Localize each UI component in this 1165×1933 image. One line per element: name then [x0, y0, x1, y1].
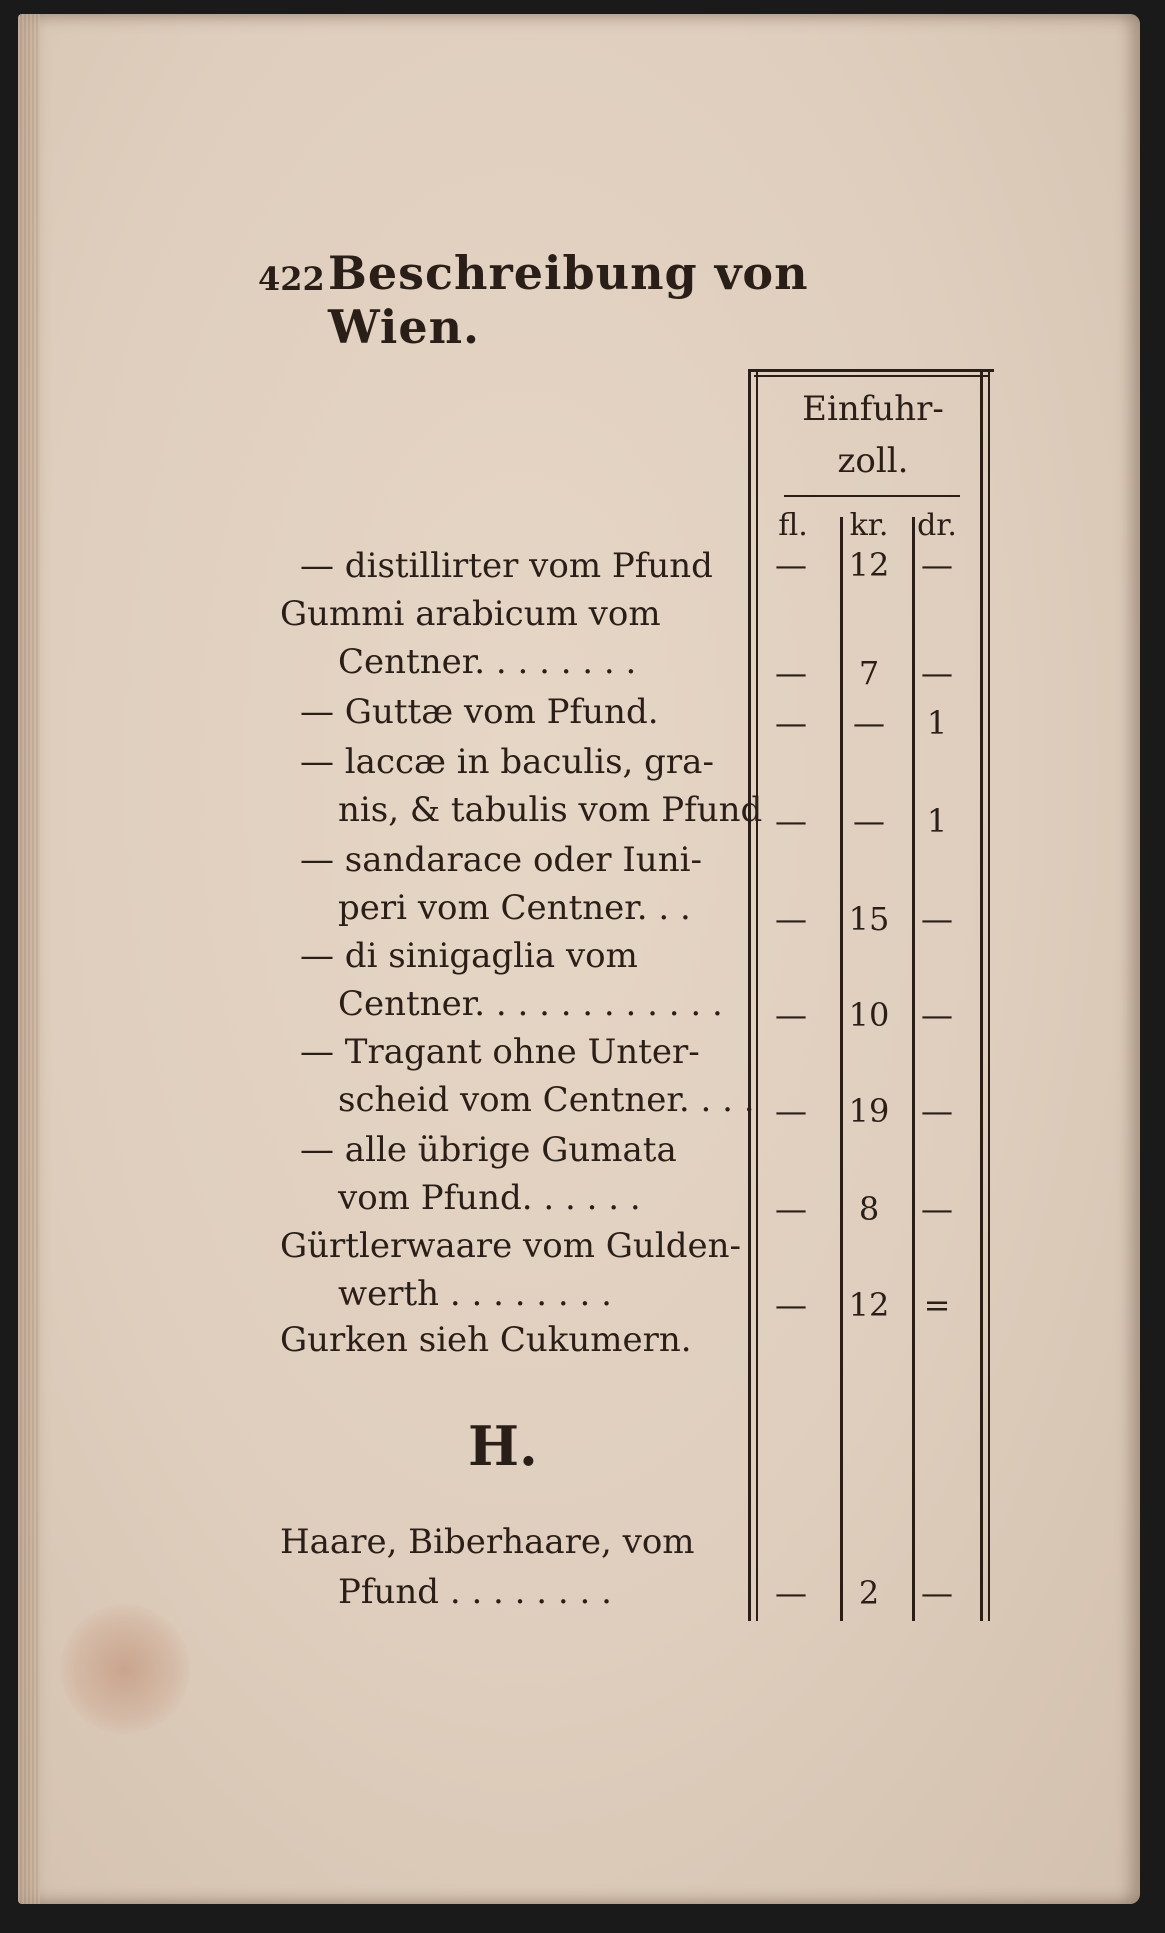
entry-line: — sandarace oder Iuni- — [300, 840, 702, 880]
entry-dr: 1 — [926, 802, 948, 840]
entry-fl: — — [775, 996, 807, 1034]
entry-fl: — — [775, 802, 807, 840]
entry-fl: — — [775, 1092, 807, 1130]
entry-kr: 8 — [858, 1190, 880, 1228]
entry-line: — Guttæ vom Pfund. — [300, 692, 659, 732]
table-right-rule-inner — [988, 369, 990, 1621]
entry-line: vom Pfund. . . . . . — [338, 1178, 641, 1218]
entry-line: Centner. . . . . . . . . . . . — [338, 984, 723, 1024]
entry-kr: 7 — [858, 654, 880, 692]
entry-kr: 12 — [848, 546, 890, 584]
unit-dr: dr. — [917, 508, 957, 543]
entry-line: scheid vom Centner. . . . — [338, 1080, 755, 1120]
entry-line: — alle übrige Gumata — [300, 1130, 677, 1170]
entry-fl: — — [775, 704, 807, 742]
entry-kr: 19 — [848, 1092, 890, 1130]
entry-line: — Tragant ohne Unter- — [300, 1032, 700, 1072]
entry-line: — di sinigaglia vom — [300, 936, 638, 976]
table-top-rule — [748, 369, 994, 372]
entry-dr: — — [921, 1574, 953, 1612]
entry-kr: — — [853, 802, 885, 840]
entry-kr: 12 — [848, 1286, 890, 1324]
column-group-label-line2: zoll. — [837, 441, 909, 481]
entry-kr: 15 — [848, 900, 890, 938]
entry-line: Haare, Biberhaare, vom — [280, 1522, 695, 1562]
entry-fl: — — [775, 1286, 807, 1324]
entry-dr: — — [921, 900, 953, 938]
entry-line: peri vom Centner. . . — [338, 888, 691, 928]
entry-line: Pfund . . . . . . . . — [338, 1572, 612, 1612]
unit-fl: fl. — [778, 508, 808, 543]
entry-fl: — — [775, 1190, 807, 1228]
entry-fl: — — [775, 654, 807, 692]
entry-dr: — — [921, 654, 953, 692]
section-letter: H. — [468, 1414, 538, 1478]
entry-dr: — — [921, 1092, 953, 1130]
entry-line: Gummi arabicum vom — [280, 594, 661, 634]
entry-kr: 10 — [848, 996, 890, 1034]
entry-fl: — — [775, 900, 807, 938]
entry-line: nis, & tabulis vom Pfund — [338, 790, 763, 830]
column-group-label-line1: Einfuhr- — [802, 389, 944, 429]
entry-line: Gürtlerwaare vom Gulden- — [280, 1226, 741, 1266]
entry-fl: — — [775, 1574, 807, 1612]
page-edge — [18, 14, 40, 1904]
entry-line: — distillirter vom Pfund — [300, 546, 713, 586]
header-under-rule — [784, 495, 960, 497]
entry-line: Gurken sieh Cukumern. — [280, 1320, 692, 1360]
entry-dr: — — [921, 1190, 953, 1228]
page-number: 422 — [258, 260, 325, 298]
entry-dr: 1 — [926, 704, 948, 742]
running-header — [258, 246, 958, 354]
entry-dr: — — [921, 546, 953, 584]
running-title: Beschreibung von Wien. — [328, 246, 809, 354]
entry-line: — laccæ in baculis, gra- — [300, 742, 714, 782]
book-page — [18, 14, 1140, 1904]
paper-stain — [60, 1604, 190, 1734]
entry-line: werth . . . . . . . . — [338, 1274, 612, 1314]
entry-dr: = — [923, 1286, 951, 1324]
entry-dr: — — [921, 996, 953, 1034]
entry-line: Centner. . . . . . . . — [338, 642, 637, 682]
table-top-rule-inner — [754, 375, 988, 377]
unit-kr: kr. — [849, 508, 889, 543]
table-right-rule — [980, 369, 983, 1621]
entry-kr: 2 — [858, 1574, 880, 1612]
entry-fl: — — [775, 546, 807, 584]
entry-kr: — — [853, 704, 885, 742]
